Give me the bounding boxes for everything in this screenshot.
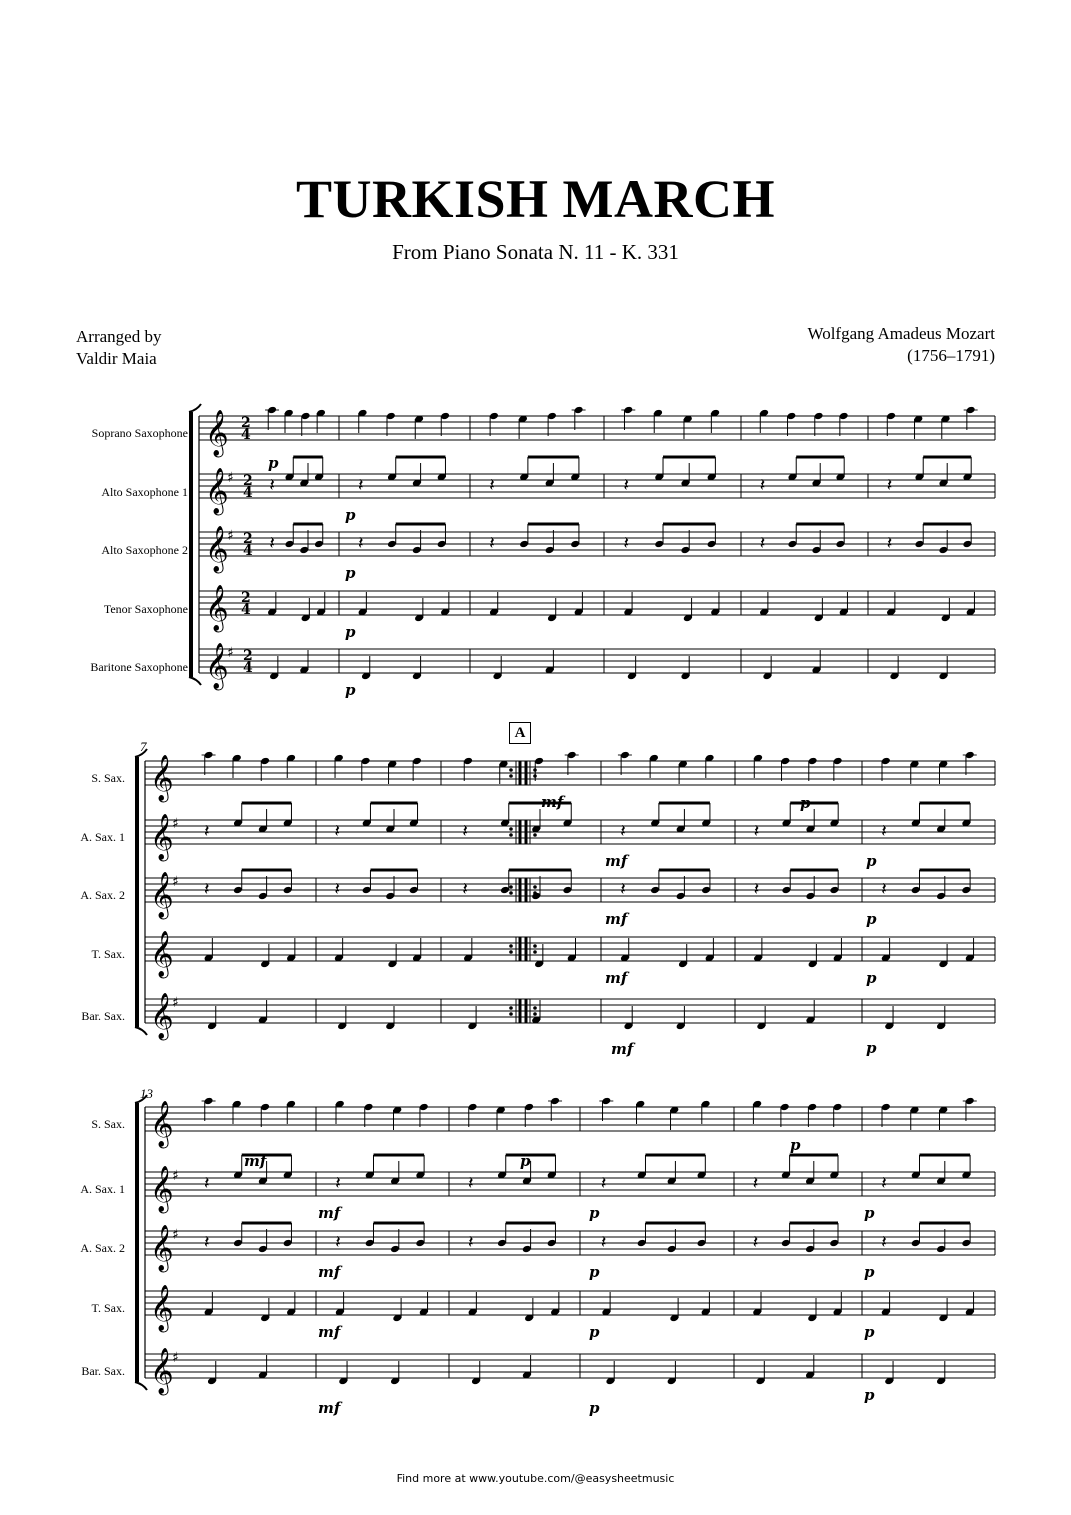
quarter-rest-icon: 𝄽 xyxy=(334,879,341,900)
quarter-rest-icon: 𝄽 xyxy=(759,475,766,496)
dynamic-marking: p xyxy=(866,852,877,870)
dynamic-marking: p xyxy=(864,1204,875,1222)
key-signature-sharp-icon: ♯ xyxy=(172,1350,179,1366)
dynamic-marking: p xyxy=(864,1263,875,1281)
score-title: TURKISH MARCH xyxy=(295,169,776,229)
repeat-dot xyxy=(533,1012,537,1016)
quarter-rest-icon: 𝄽 xyxy=(462,879,468,900)
dynamic-marking: p xyxy=(345,623,356,641)
time-signature-bottom: 4 xyxy=(243,660,253,676)
repeat-dot xyxy=(533,1006,537,1010)
rehearsal-mark: A xyxy=(509,722,531,744)
instrument-label-short: A. Sax. 1 xyxy=(80,830,125,844)
quarter-rest-icon: 𝄽 xyxy=(600,1232,607,1253)
quarter-rest-icon: 𝄽 xyxy=(881,879,887,900)
instrument-label-short: S. Sax. xyxy=(91,771,125,785)
dynamic-marking: p xyxy=(520,1152,531,1170)
treble-clef-icon: 𝄞 xyxy=(205,468,229,514)
time-signature-top: 2 xyxy=(241,590,251,606)
footer-link[interactable]: Find more at www.youtube.com/@easysheetmusic xyxy=(396,1472,675,1485)
treble-clef-icon: 𝄞 xyxy=(150,1285,174,1331)
instrument-label-alto-2: Alto Saxophone 2 xyxy=(101,543,188,557)
time-signature-top: 2 xyxy=(243,473,253,489)
quarter-rest-icon: 𝄽 xyxy=(462,821,468,842)
quarter-rest-icon: 𝄽 xyxy=(489,475,495,496)
treble-clef-icon: 𝄞 xyxy=(150,1225,174,1271)
instrument-label-short: A. Sax. 2 xyxy=(80,1241,125,1255)
quarter-rest-icon: 𝄽 xyxy=(335,1173,341,1194)
quarter-rest-icon: 𝄽 xyxy=(334,821,341,842)
repeat-dot xyxy=(509,827,513,831)
quarter-rest-icon: 𝄽 xyxy=(759,533,766,554)
instrument-label-soprano: Soprano Saxophone xyxy=(91,426,188,440)
time-signature-bottom: 4 xyxy=(243,485,253,501)
quarter-rest-icon: 𝄽 xyxy=(269,533,275,554)
bracket-hook xyxy=(135,1027,147,1035)
dynamic-marking: mf xyxy=(611,1040,634,1058)
quarter-rest-icon: 𝄽 xyxy=(358,475,364,496)
arranger-label: Arranged by xyxy=(76,327,162,346)
dynamic-marking: p xyxy=(866,910,877,928)
treble-clef-icon: 𝄞 xyxy=(150,931,174,977)
instrument-label-short: S. Sax. xyxy=(91,1117,125,1131)
treble-clef-icon: 𝄞 xyxy=(205,410,229,456)
quarter-rest-icon: 𝄽 xyxy=(881,821,887,842)
score-subtitle: From Piano Sonata N. 11 - K. 331 xyxy=(392,240,679,264)
key-signature-sharp-icon: ♯ xyxy=(172,995,179,1011)
instrument-label-short: Bar. Sax. xyxy=(81,1009,125,1023)
dynamic-marking: p xyxy=(345,681,356,699)
dynamic-marking: p xyxy=(800,794,811,812)
treble-clef-icon: 𝄞 xyxy=(205,526,229,572)
composer-name: Wolfgang Amadeus Mozart xyxy=(807,324,995,343)
dynamic-marking: p xyxy=(345,564,356,582)
dynamic-marking: p xyxy=(589,1263,600,1281)
dynamic-marking: p xyxy=(864,1386,875,1404)
quarter-rest-icon: 𝄽 xyxy=(753,821,760,842)
key-signature-sharp-icon: ♯ xyxy=(172,874,179,890)
repeat-dot xyxy=(509,1006,513,1010)
measure-number: 13 xyxy=(140,1086,153,1101)
repeat-dot xyxy=(533,950,537,954)
instrument-label-short: A. Sax. 2 xyxy=(80,888,125,902)
treble-clef-icon: 𝄞 xyxy=(150,814,174,860)
repeat-dot xyxy=(533,944,537,948)
key-signature-sharp-icon: ♯ xyxy=(227,528,234,544)
key-signature-sharp-icon: ♯ xyxy=(172,816,179,832)
quarter-rest-icon: 𝄽 xyxy=(753,879,760,900)
dynamic-marking: mf xyxy=(605,910,628,928)
quarter-rest-icon: 𝄽 xyxy=(600,1173,607,1194)
repeat-dot xyxy=(509,774,513,778)
bracket-hook xyxy=(135,1095,147,1103)
treble-clef-icon: 𝄞 xyxy=(150,993,174,1039)
quarter-rest-icon: 𝄽 xyxy=(269,475,275,496)
measure-number: 7 xyxy=(140,739,147,754)
repeat-dot xyxy=(509,768,513,772)
quarter-rest-icon: 𝄽 xyxy=(886,475,893,496)
composer-dates: (1756–1791) xyxy=(907,346,995,365)
treble-clef-icon: 𝄞 xyxy=(150,1348,174,1394)
instrument-label-baritone: Baritone Saxophone xyxy=(90,660,188,674)
dynamic-marking: mf xyxy=(605,969,628,987)
bracket-hook xyxy=(135,1382,147,1390)
quarter-rest-icon: 𝄽 xyxy=(489,533,495,554)
time-signature-top: 2 xyxy=(243,531,253,547)
dynamic-marking: p xyxy=(589,1204,600,1222)
key-signature-sharp-icon: ♯ xyxy=(227,470,234,486)
treble-clef-icon: 𝄞 xyxy=(205,585,229,631)
dynamic-marking: mf xyxy=(318,1323,341,1341)
time-signature-top: 2 xyxy=(241,415,251,431)
dynamic-marking: mf xyxy=(318,1204,341,1222)
dynamic-marking: p xyxy=(345,506,356,524)
dynamic-marking: p xyxy=(864,1323,875,1341)
instrument-label-short: A. Sax. 1 xyxy=(80,1182,125,1196)
quarter-rest-icon: 𝄽 xyxy=(886,533,893,554)
treble-clef-icon: 𝄞 xyxy=(150,755,174,801)
repeat-dot xyxy=(509,1012,513,1016)
time-signature-bottom: 4 xyxy=(241,602,251,618)
treble-clef-icon: 𝄞 xyxy=(205,643,229,689)
quarter-rest-icon: 𝄽 xyxy=(881,1232,887,1253)
quarter-rest-icon: 𝄽 xyxy=(204,1173,210,1194)
quarter-rest-icon: 𝄽 xyxy=(204,821,210,842)
dynamic-marking: mf xyxy=(605,852,628,870)
dynamic-marking: p xyxy=(589,1323,600,1341)
quarter-rest-icon: 𝄽 xyxy=(620,821,626,842)
key-signature-sharp-icon: ♯ xyxy=(172,1227,179,1243)
quarter-rest-icon: 𝄽 xyxy=(620,879,626,900)
quarter-rest-icon: 𝄽 xyxy=(358,533,364,554)
treble-clef-icon: 𝄞 xyxy=(150,872,174,918)
quarter-rest-icon: 𝄽 xyxy=(752,1232,759,1253)
time-signature-bottom: 4 xyxy=(243,543,253,559)
quarter-rest-icon: 𝄽 xyxy=(335,1232,341,1253)
arranger-name: Valdir Maia xyxy=(76,349,157,368)
repeat-dot xyxy=(509,833,513,837)
repeat-dot xyxy=(509,885,513,889)
dynamic-marking: p xyxy=(866,969,877,987)
time-signature-top: 2 xyxy=(243,648,253,664)
dynamic-marking: mf xyxy=(244,1152,267,1170)
dynamic-marking: p xyxy=(268,454,279,472)
repeat-dot xyxy=(533,885,537,889)
instrument-label-short: T. Sax. xyxy=(91,947,125,961)
key-signature-sharp-icon: ♯ xyxy=(227,645,234,661)
time-signature-bottom: 4 xyxy=(241,427,251,443)
repeat-dot xyxy=(533,833,537,837)
repeat-dot xyxy=(509,891,513,895)
quarter-rest-icon: 𝄽 xyxy=(881,1173,887,1194)
instrument-label-short: Bar. Sax. xyxy=(81,1364,125,1378)
dynamic-marking: p xyxy=(790,1136,801,1154)
bracket-hook xyxy=(189,404,201,412)
instrument-label-short: T. Sax. xyxy=(91,1301,125,1315)
quarter-rest-icon: 𝄽 xyxy=(468,1232,474,1253)
instrument-label-tenor: Tenor Saxophone xyxy=(103,602,188,616)
dynamic-marking: mf xyxy=(318,1263,341,1281)
repeat-dot xyxy=(509,950,513,954)
treble-clef-icon: 𝄞 xyxy=(150,1101,174,1147)
quarter-rest-icon: 𝄽 xyxy=(204,1232,210,1253)
bracket-hook xyxy=(135,749,147,757)
bracket-hook xyxy=(189,677,201,685)
quarter-rest-icon: 𝄽 xyxy=(204,879,210,900)
quarter-rest-icon: 𝄽 xyxy=(623,533,630,554)
dynamic-marking: mf xyxy=(318,1399,341,1417)
dynamic-marking: p xyxy=(589,1399,600,1417)
quarter-rest-icon: 𝄽 xyxy=(752,1173,759,1194)
treble-clef-icon: 𝄞 xyxy=(150,1166,174,1212)
instrument-label-alto-1: Alto Saxophone 1 xyxy=(101,485,188,499)
quarter-rest-icon: 𝄽 xyxy=(468,1173,474,1194)
quarter-rest-icon: 𝄽 xyxy=(623,475,630,496)
dynamic-marking: mf xyxy=(541,793,564,811)
dynamic-marking: p xyxy=(866,1039,877,1057)
key-signature-sharp-icon: ♯ xyxy=(172,1168,179,1184)
repeat-dot xyxy=(509,944,513,948)
